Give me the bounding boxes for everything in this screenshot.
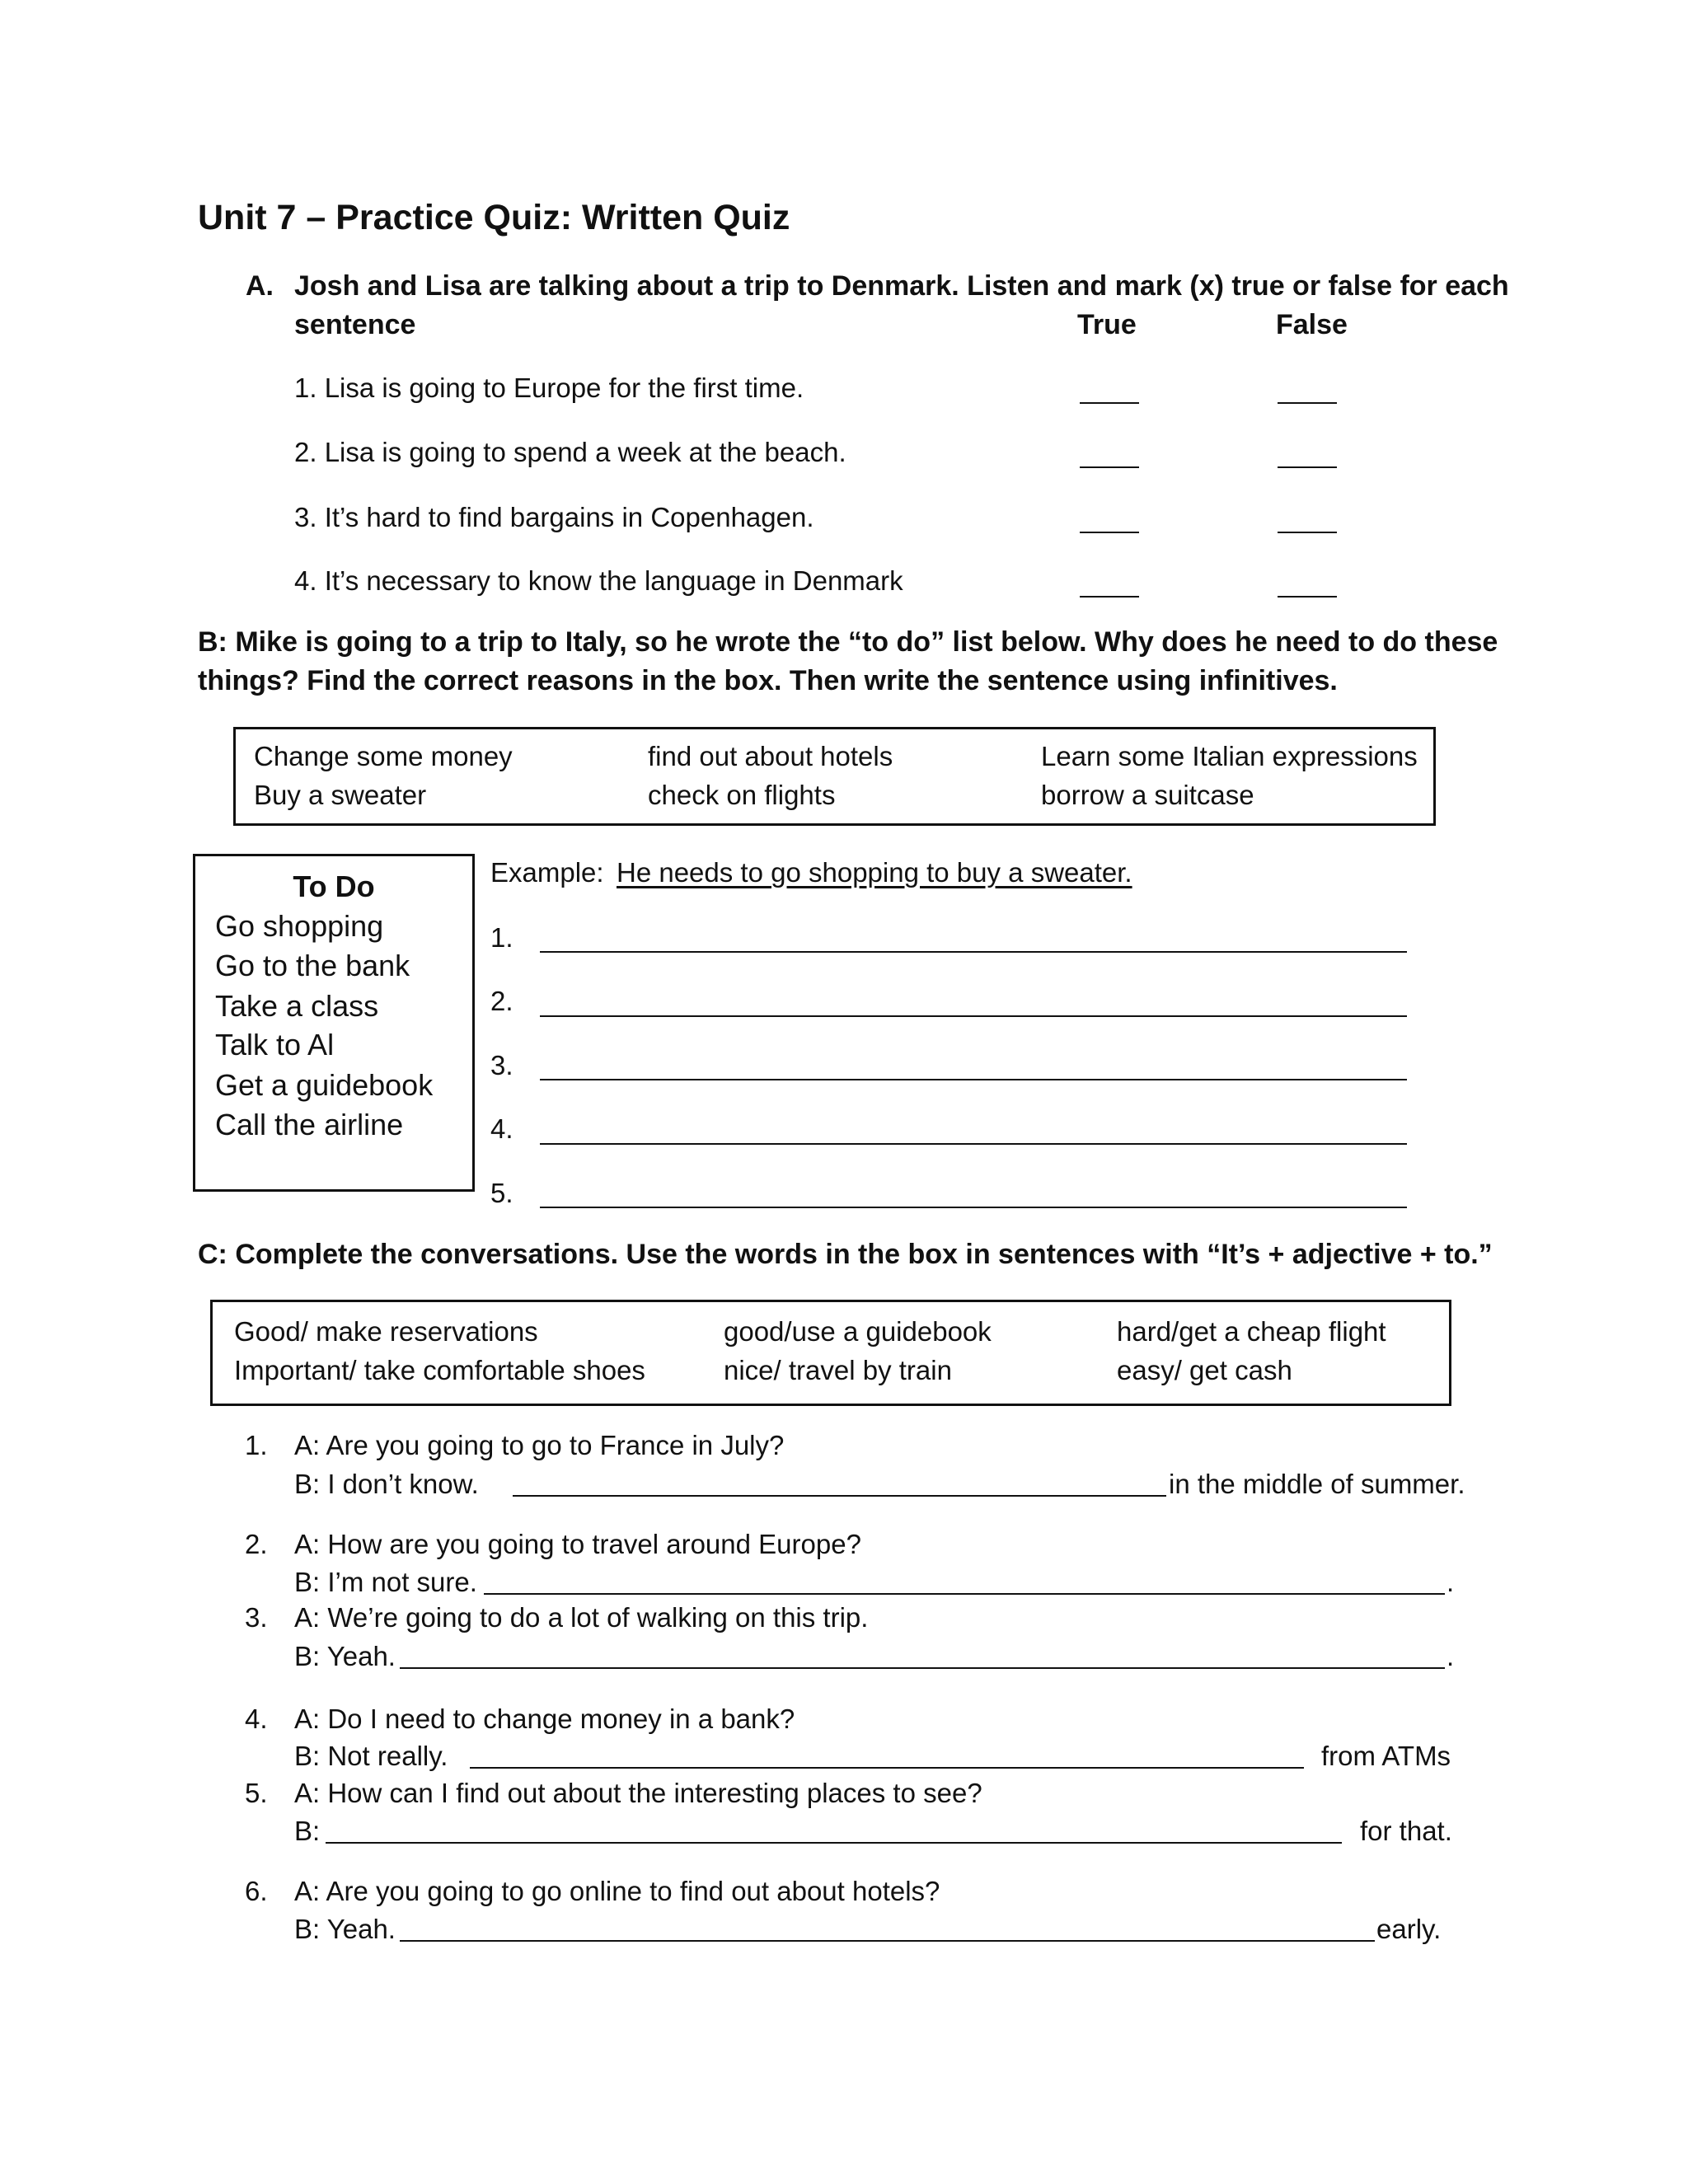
answer-line-2[interactable] [540,1015,1407,1017]
example-answer: He needs to go shopping to buy a sweater. [617,857,1132,888]
conversation-line-b-prefix: B: Yeah. [294,1641,396,1671]
word-box-item: Learn some Italian expressions [1041,741,1418,771]
conversation-line-a: A: Do I need to change money in a bank? [294,1704,795,1734]
conversation-line-b-suffix: . [1447,1641,1455,1671]
word-box-item: Buy a sweater [254,780,427,810]
todo-item: Take a class [215,989,379,1023]
section-c-instruction: C: Complete the conversations. Use the words in the box in sentences with “It’s + adjective + to.” [198,1239,1493,1270]
todo-list-box [193,854,475,1192]
answer-line-5[interactable] [540,1207,1407,1208]
section-a-item-3: 3. It’s hard to find bargains in Copenhagen. [294,502,814,532]
page-title: Unit 7 – Practice Quiz: Written Quiz [198,198,790,237]
conversation-line-b-prefix: B: I don’t know. [294,1469,479,1499]
conversation-number: 3. [245,1602,268,1633]
conversation-line-a: A: Are you going to go online to find out about hotels? [294,1876,940,1906]
conversation-number: 4. [245,1704,268,1734]
false-mark-blank-3[interactable] [1278,532,1337,533]
section-a-item-2: 2. Lisa is going to spend a week at the beach. [294,437,846,467]
conversation-line-b-suffix: in the middle of summer. [1169,1469,1465,1499]
word-box-item: Change some money [254,741,513,771]
conversation-number: 1. [245,1430,268,1460]
conversation-number: 2. [245,1529,268,1559]
word-box-item: borrow a suitcase [1041,780,1254,810]
conversation-line-b-prefix: B: Not really. [294,1741,448,1771]
word-box-item: good/use a guidebook [724,1316,992,1347]
word-box-item: hard/get a cheap flight [1117,1316,1386,1347]
section-a-item-4: 4. It’s necessary to know the language in Denmark [294,565,903,596]
todo-item: Go to the bank [215,949,410,982]
todo-item: Get a guidebook [215,1068,434,1102]
conversation-line-b-prefix: B: I’m not sure. [294,1567,477,1597]
answer-number: 3. [490,1050,513,1080]
conversation-number: 5. [245,1778,268,1808]
true-column-label: True [1077,309,1137,340]
section-b-instruction-line1: B: Mike is going to a trip to Italy, so he wrote the “to do” list below. Why does he need to do these [198,626,1498,658]
conversation-blank-6[interactable] [400,1940,1375,1942]
todo-list-title: To Do [293,869,375,903]
answer-number: 5. [490,1178,513,1208]
word-box-item: check on flights [648,780,836,810]
conversation-blank-5[interactable] [326,1842,1342,1844]
conversation-line-b-suffix: . [1447,1567,1455,1597]
answer-number: 1. [490,922,513,953]
conversation-line-b-suffix: from ATMs [1321,1741,1451,1771]
conversation-line-a: A: Are you going to go to France in July? [294,1430,785,1460]
conversation-line-b-suffix: early. [1376,1914,1442,1944]
conversation-blank-2[interactable] [484,1593,1445,1595]
section-a-instruction-line1: Josh and Lisa are talking about a trip to Denmark. Listen and mark (x) true or false for each [294,270,1509,302]
section-a-instruction-line2: sentence [294,309,416,340]
word-box-item: Important/ take comfortable shoes [234,1355,645,1385]
answer-line-3[interactable] [540,1079,1407,1080]
conversation-line-b-suffix: for that. [1360,1816,1452,1846]
answer-number: 4. [490,1113,513,1144]
word-box-item: find out about hotels [648,741,893,771]
word-box-item: easy/ get cash [1117,1355,1292,1385]
conversation-blank-4[interactable] [470,1767,1304,1769]
section-a-item-1: 1. Lisa is going to Europe for the first time. [294,373,804,403]
section-b-word-box [233,727,1436,826]
answer-line-4[interactable] [540,1143,1407,1145]
todo-item: Go shopping [215,909,384,943]
false-column-label: False [1276,309,1348,340]
example-label: Example: [490,857,604,888]
conversation-blank-1[interactable] [513,1495,1166,1497]
conversation-number: 6. [245,1876,268,1906]
word-box-item: Good/ make reservations [234,1316,538,1347]
true-mark-blank-4[interactable] [1080,596,1139,598]
false-mark-blank-1[interactable] [1278,402,1337,404]
todo-item: Talk to Al [215,1028,335,1062]
conversation-blank-3[interactable] [400,1667,1445,1669]
true-mark-blank-2[interactable] [1080,466,1139,468]
conversation-line-a: A: We’re going to do a lot of walking on this trip. [294,1602,869,1633]
false-mark-blank-4[interactable] [1278,596,1337,598]
section-c-word-box [210,1300,1451,1406]
conversation-line-a: A: How are you going to travel around Europe? [294,1529,861,1559]
conversation-line-a: A: How can I find out about the interesting places to see? [294,1778,982,1808]
conversation-line-b-prefix: B: [294,1816,321,1846]
answer-line-1[interactable] [540,951,1407,953]
true-mark-blank-1[interactable] [1080,402,1139,404]
false-mark-blank-2[interactable] [1278,466,1337,468]
word-box-item: nice/ travel by train [724,1355,952,1385]
answer-number: 2. [490,986,513,1016]
section-b-instruction-line2: things? Find the correct reasons in the box. Then write the sentence using infinitives. [198,665,1338,696]
true-mark-blank-3[interactable] [1080,532,1139,533]
conversation-line-b-prefix: B: Yeah. [294,1914,396,1944]
todo-item: Call the airline [215,1108,404,1141]
section-a-letter: A. [246,270,274,302]
